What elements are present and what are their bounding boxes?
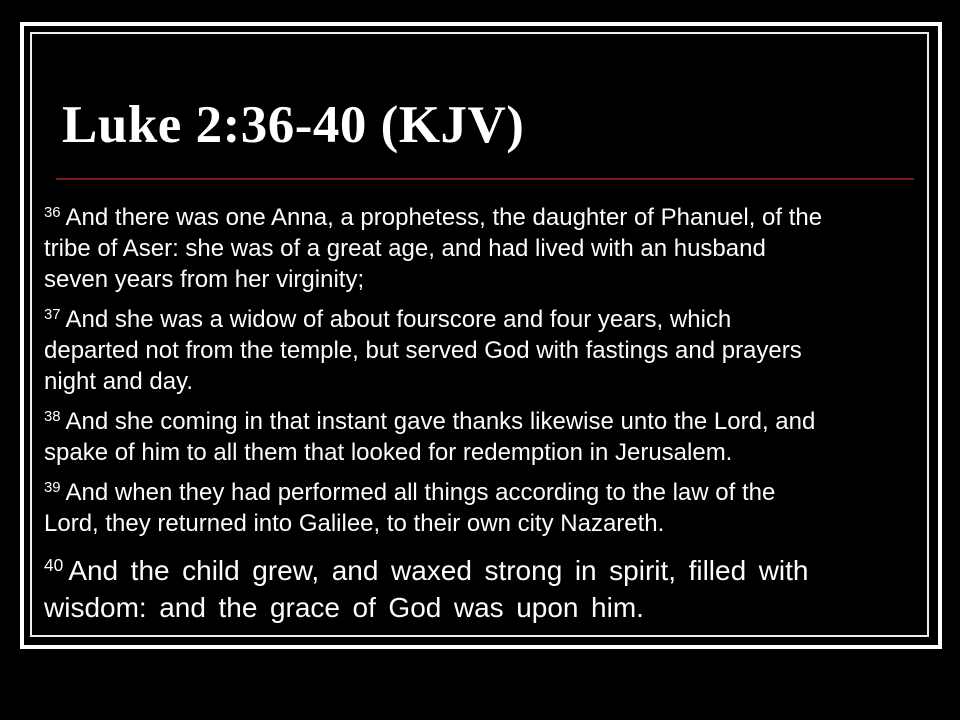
verse-39-text-1: And when they had performed all things according to the law of the — [65, 479, 776, 506]
verse-40-number: 40 — [44, 554, 64, 575]
verse-39-number: 39 — [44, 480, 61, 497]
verse-36-line-2: tribe of Aser: she was of a great age, and had lived with an husband — [44, 235, 766, 262]
verse-body — [44, 202, 930, 635]
verse-36-text-1: And there was one Anna, a prophetess, the daughter of Phanuel, of the — [65, 204, 823, 231]
verse-39 — [44, 477, 930, 539]
verse-38 — [44, 406, 930, 468]
verse-38-line-2: spake of him to all them that looked for redemption in Jerusalem. — [44, 439, 733, 466]
verse-36-line-3: seven years from her virginity; — [44, 266, 365, 293]
slide-title: Luke 2:36-40 (KJV) — [62, 96, 525, 154]
verse-38-number: 38 — [44, 409, 61, 426]
verse-36-line-1 — [44, 202, 930, 233]
verse-38-text-1: And she coming in that instant gave thanks likewise unto the Lord, and — [65, 408, 816, 435]
verse-36-number: 36 — [44, 205, 61, 222]
verse-39-line-2: Lord, they returned into Galilee, to their own city Nazareth. — [44, 510, 665, 537]
verse-37-line-2: departed not from the temple, but served God with fastings and prayers — [44, 337, 802, 364]
verse-40-text-1: And the child grew, and waxed strong in spirit, filled with — [68, 555, 809, 586]
verse-37-text-1: And she was a widow of about fourscore and four years, which — [65, 306, 732, 333]
verse-38-line-1 — [44, 406, 930, 437]
verse-37-number: 37 — [44, 307, 61, 324]
verse-40 — [44, 552, 930, 626]
title-underline-rule — [56, 178, 914, 180]
verse-37-line-3: night and day. — [44, 368, 194, 395]
verse-37-line-1 — [44, 304, 930, 335]
verse-40-line-1 — [44, 552, 930, 589]
verse-39-line-1 — [44, 477, 930, 508]
verse-37 — [44, 304, 930, 397]
verse-36 — [44, 202, 930, 295]
verse-40-line-2: wisdom: and the grace of God was upon him. — [44, 592, 644, 623]
